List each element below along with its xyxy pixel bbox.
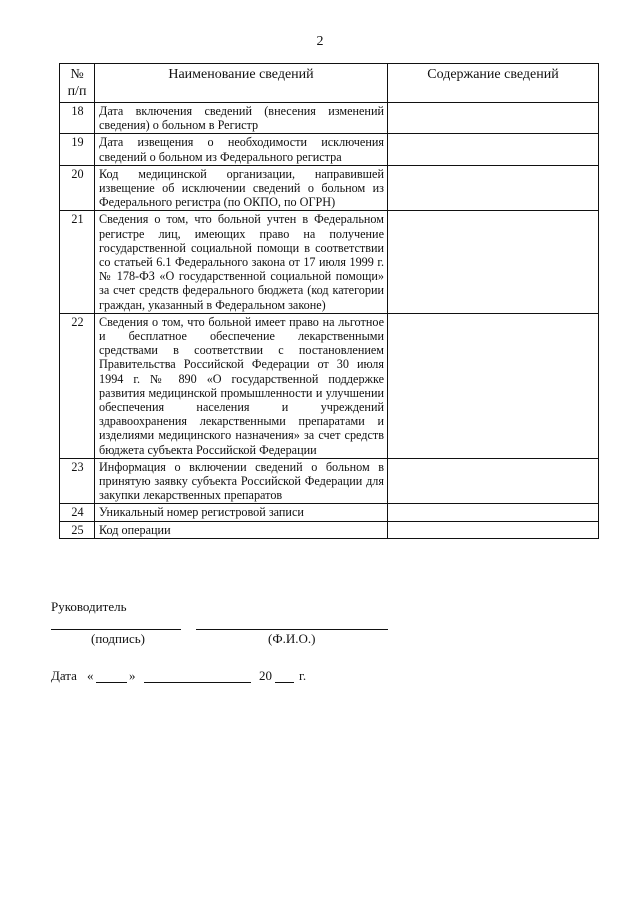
row-num: 23 [60, 458, 95, 504]
page-number: 2 [316, 34, 324, 49]
row-name: Сведения о том, что больной имеет право на льготное и бесплатное обеспечение лекарственными средствами в соответствии с постановлением Правительства Российской Федерации от 30 июля 1994 г. № 890 «О государственной поддержке развития медицинской промышленности и улучшении обеспечения населения и учреждений здравоохранения лекарственными препаратами и изделиями медицинского назначения» за счет средств бюджета субъекта Российской Федерации [95, 313, 388, 458]
fio-line[interactable] [196, 629, 388, 630]
table-row [60, 165, 599, 211]
table-row [60, 521, 599, 538]
row-num: 22 [60, 313, 95, 458]
row-name: Код операции [95, 521, 388, 538]
signature-caption: (подпись) [91, 631, 145, 646]
row-name: Код медицинской организации, направившей извещение об исключении сведений о больном из Федерального регистра (по ОКПО, по ОГРН) [95, 165, 388, 211]
row-num: 24 [60, 504, 95, 521]
row-value [388, 103, 599, 134]
row-num: 25 [60, 521, 95, 538]
date-label: Дата [51, 668, 77, 683]
year-suffix: г. [299, 668, 307, 683]
table-row [60, 211, 599, 313]
registry-table [59, 63, 599, 539]
row-value [388, 313, 599, 458]
year-prefix: 20 [259, 668, 272, 683]
quote-close: » [129, 668, 136, 683]
head-label: Руководитель [51, 599, 127, 614]
table-row [60, 313, 599, 458]
quote-open: « [87, 668, 94, 683]
row-name: Дата включения сведений (внесения изменений сведения) о больном в Регистр [95, 103, 388, 134]
row-name: Уникальный номер регистровой записи [95, 504, 388, 521]
header-name: Наименование сведений [95, 64, 388, 103]
table-header-row [60, 64, 599, 103]
row-value [388, 504, 599, 521]
row-value [388, 458, 599, 504]
header-num: № п/п [60, 64, 95, 103]
table-row [60, 103, 599, 134]
row-name: Информация о включении сведений о больном в принятую заявку субъекта Российской Федерации для закупки лекарственных препаратов [95, 458, 388, 504]
row-num: 20 [60, 165, 95, 211]
header-value: Содержание сведений [388, 64, 599, 103]
signature-line[interactable] [51, 629, 181, 630]
row-num: 19 [60, 134, 95, 165]
month-line[interactable] [144, 682, 251, 683]
row-num: 21 [60, 211, 95, 313]
row-name: Сведения о том, что больной учтен в Федеральном регистре лиц, имеющих право на получение государственной социальной помощи в соответствии со статьей 6.1 Федерального закона от 17 июля 1999 г. № 178-ФЗ «О государственной социальной помощи» за счет средств федерального бюджета (код категории граждан, указанный в Федеральном законе) [95, 211, 388, 313]
fio-caption: (Ф.И.О.) [268, 631, 316, 646]
row-value [388, 521, 599, 538]
table-row [60, 458, 599, 504]
year-line[interactable] [275, 682, 294, 683]
row-name: Дата извещения о необходимости исключения сведений о больном из Федерального регистра [95, 134, 388, 165]
table-row [60, 504, 599, 521]
row-num: 18 [60, 103, 95, 134]
table-row [60, 134, 599, 165]
row-value [388, 211, 599, 313]
row-value [388, 165, 599, 211]
row-value [388, 134, 599, 165]
day-line[interactable] [96, 682, 127, 683]
